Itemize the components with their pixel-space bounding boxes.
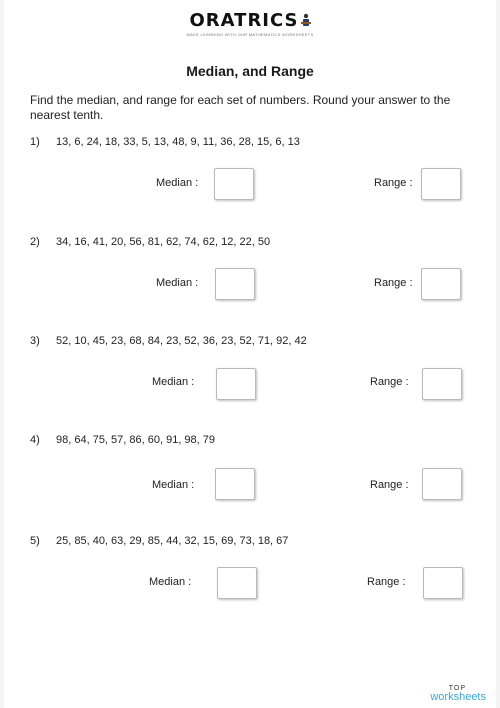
- worksheet-page: [4, 0, 496, 708]
- problem-number: 5): [30, 535, 40, 547]
- problem-number: 1): [30, 136, 40, 148]
- median-answer-box[interactable]: [215, 268, 255, 300]
- range-label: Range :: [374, 277, 413, 289]
- median-label: Median :: [156, 277, 199, 289]
- brand-top-text: TOP: [448, 685, 466, 692]
- median-label: Median :: [152, 376, 195, 388]
- range-answer-box[interactable]: [421, 268, 461, 300]
- range-label: Range :: [374, 177, 413, 189]
- brand-bottom-text: worksheets: [430, 691, 486, 703]
- range-answer-box[interactable]: [422, 468, 462, 500]
- range-label: Range :: [370, 376, 409, 388]
- logo-text: ORATRICS: [189, 10, 299, 31]
- number-set: 25, 85, 40, 63, 29, 85, 44, 32, 15, 69, 73, 18, 67: [56, 535, 289, 547]
- range-answer-box[interactable]: [421, 168, 461, 200]
- median-answer-box[interactable]: [216, 368, 256, 400]
- range-label: Range :: [370, 479, 409, 491]
- median-label: Median :: [156, 177, 199, 189]
- instructions: Find the median, and range for each set of numbers. Round your answer to the nearest tenth.: [30, 93, 451, 122]
- number-set: 13, 6, 24, 18, 33, 5, 13, 48, 9, 11, 36, 28, 15, 6, 13: [56, 136, 300, 148]
- oratrics-logo: [4, 10, 496, 37]
- worksheet-title: Median, and Range: [186, 63, 314, 79]
- range-answer-box[interactable]: [422, 368, 462, 400]
- median-answer-box[interactable]: [214, 168, 254, 200]
- median-label: Median :: [152, 479, 195, 491]
- number-set: 52, 10, 45, 23, 68, 84, 23, 52, 36, 23, 52, 71, 92, 42: [56, 335, 307, 347]
- median-label: Median :: [149, 576, 192, 588]
- median-answer-box[interactable]: [215, 468, 255, 500]
- problem-number: 4): [30, 434, 40, 446]
- problem-number: 3): [30, 335, 40, 347]
- problem-number: 2): [30, 236, 40, 248]
- median-answer-box[interactable]: [217, 567, 257, 599]
- range-label: Range :: [367, 576, 406, 588]
- number-set: 98, 64, 75, 57, 86, 60, 91, 98, 79: [56, 434, 216, 446]
- topworksheets-brand: [430, 685, 486, 703]
- number-set: 34, 16, 41, 20, 56, 81, 62, 74, 62, 12, 22, 50: [56, 236, 271, 248]
- range-answer-box[interactable]: [423, 567, 463, 599]
- logo-tagline: MAKE LEARNING WITH OUR MATHEMATICS WORKSHEETS: [186, 32, 314, 37]
- teacher-figure-icon: [301, 13, 311, 27]
